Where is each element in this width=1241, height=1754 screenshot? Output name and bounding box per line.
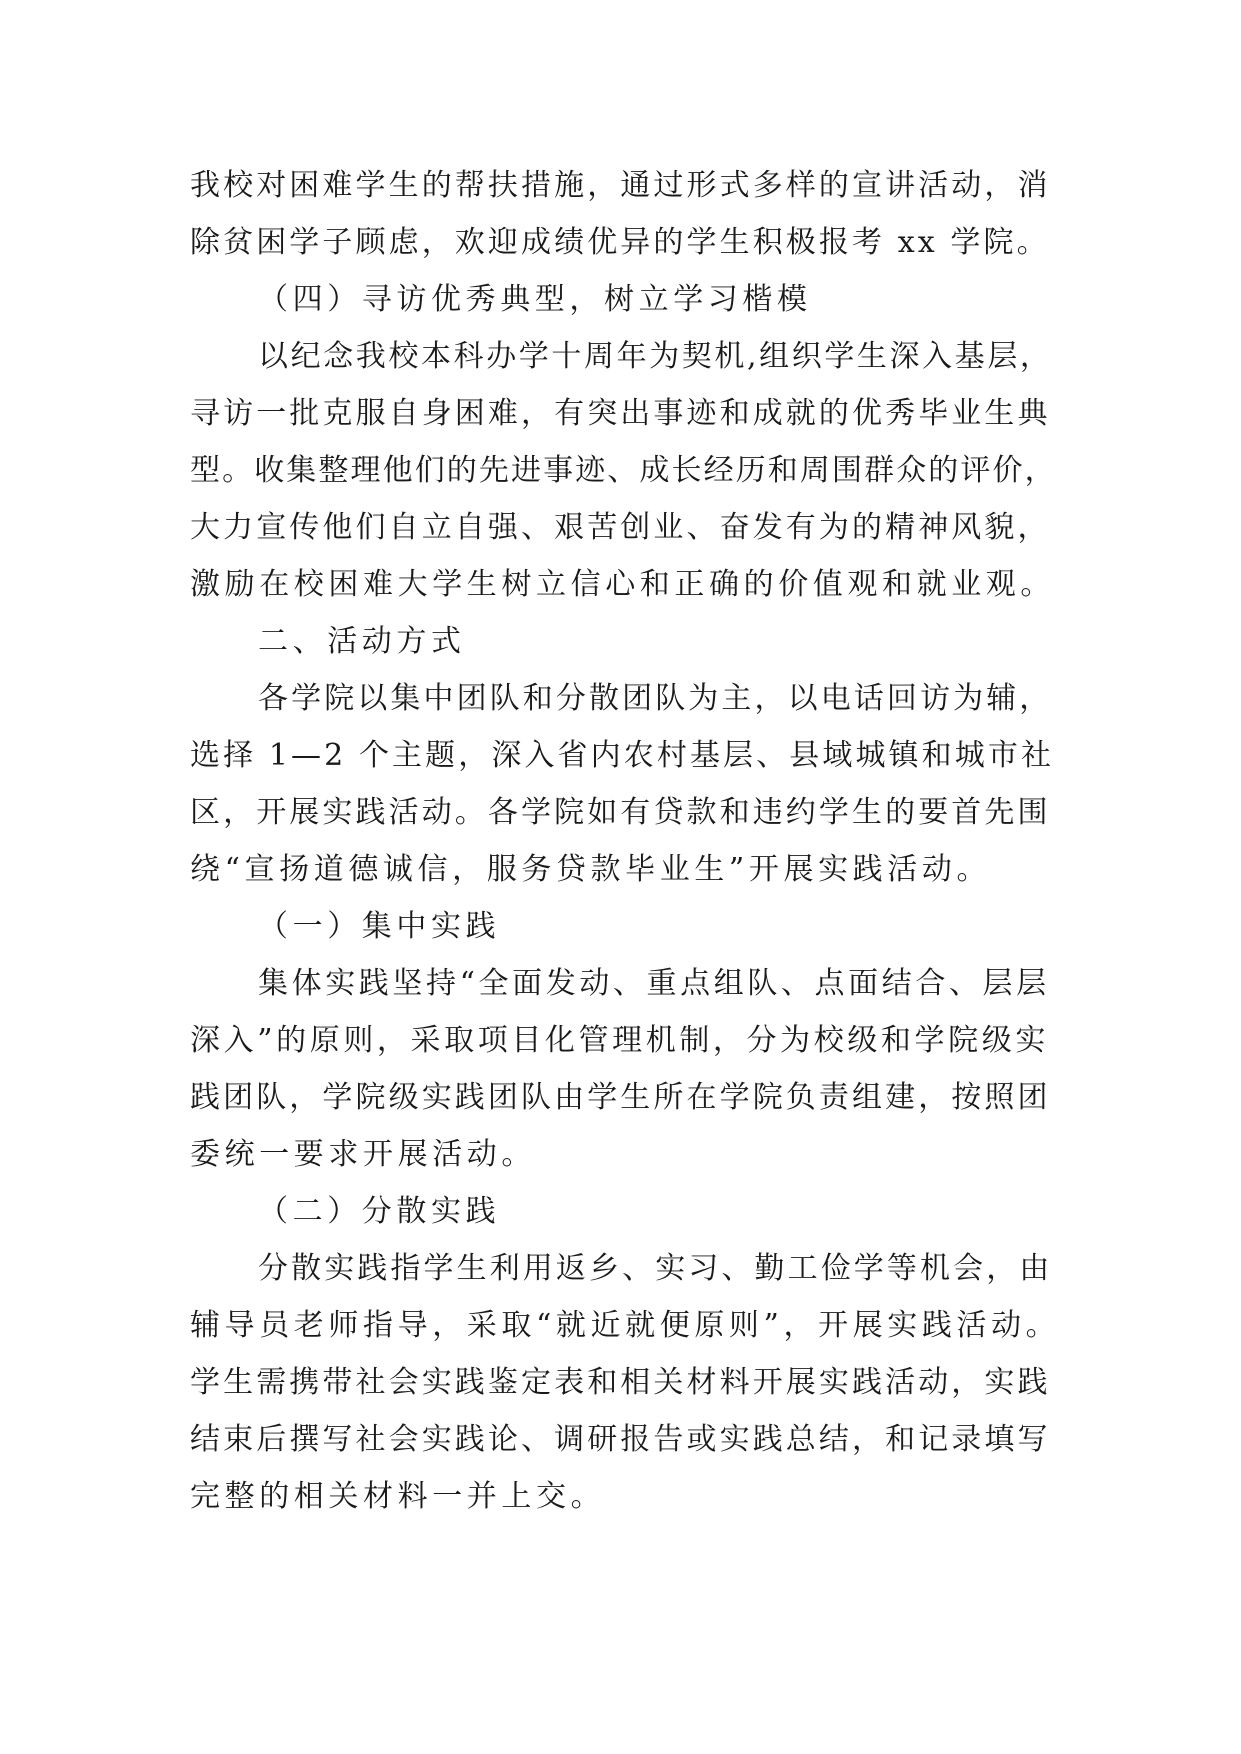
paragraph-line: 选择 1—2 个主题，深入省内农村基层、县域城镇和城市社 bbox=[190, 738, 1055, 773]
paragraph-line: 各学院以集中团队和分散团队为主，以电话回访为辅， bbox=[258, 681, 1053, 716]
paragraph-line: 学生需携带社会实践鉴定表和相关材料开展实践活动，实践 bbox=[190, 1365, 1051, 1400]
section-heading: （一）集中实践 bbox=[258, 909, 501, 944]
paragraph-line: 激励在校困难大学生树立信心和正确的价值观和就业观。 bbox=[190, 567, 1055, 602]
paragraph-line: 寻访一批克服自身困难，有突出事迹和成就的优秀毕业生典 bbox=[190, 396, 1051, 431]
section-heading: （二）分散实践 bbox=[258, 1194, 501, 1229]
paragraph-line: 集体实践坚持“全面发动、重点组队、点面结合、层层 bbox=[258, 966, 1050, 1001]
section-heading: （四）寻访优秀典型，树立学习楷模 bbox=[258, 282, 812, 317]
paragraph-line: 辅导员老师指导，采取“就近就便原则”，开展实践活动。 bbox=[190, 1308, 1061, 1343]
paragraph-line: 大力宣传他们自立自强、艰苦创业、奋发有为的精神风貌， bbox=[190, 510, 1051, 545]
paragraph-line: 分散实践指学生利用返乡、实习、勤工俭学等机会，由 bbox=[258, 1251, 1053, 1286]
paragraph-line: 深入”的原则，采取项目化管理机制，分为校级和学院级实 bbox=[190, 1023, 1049, 1058]
paragraph-line: 绕“宣扬道德诚信，服务贷款毕业生”开展实践活动。 bbox=[190, 852, 992, 887]
paragraph-line: 除贫困学子顾虑，欢迎成绩优异的学生积极报考 xx 学院。 bbox=[190, 225, 1050, 260]
paragraph-line: 型。收集整理他们的先进事迹、成长经历和周围群众的评价， bbox=[190, 453, 1057, 488]
paragraph-line: 践团队，学院级实践团队由学生所在学院负责组建，按照团 bbox=[190, 1080, 1051, 1115]
paragraph-line: 区，开展实践活动。各学院如有贷款和违约学生的要首先围 bbox=[190, 795, 1051, 830]
paragraph-line: 结束后撰写社会实践论、调研报告或实践总结，和记录填写 bbox=[190, 1422, 1051, 1457]
paragraph-line: 我校对困难学生的帮扶措施，通过形式多样的宣讲活动，消 bbox=[190, 168, 1051, 203]
section-heading: 二、活动方式 bbox=[258, 624, 466, 659]
paragraph-line: 完整的相关材料一并上交。 bbox=[190, 1479, 606, 1514]
paragraph-line: 委统一要求开展活动。 bbox=[190, 1137, 536, 1172]
paragraph-line: 以纪念我校本科办学十周年为契机,组织学生深入基层， bbox=[258, 339, 1053, 374]
